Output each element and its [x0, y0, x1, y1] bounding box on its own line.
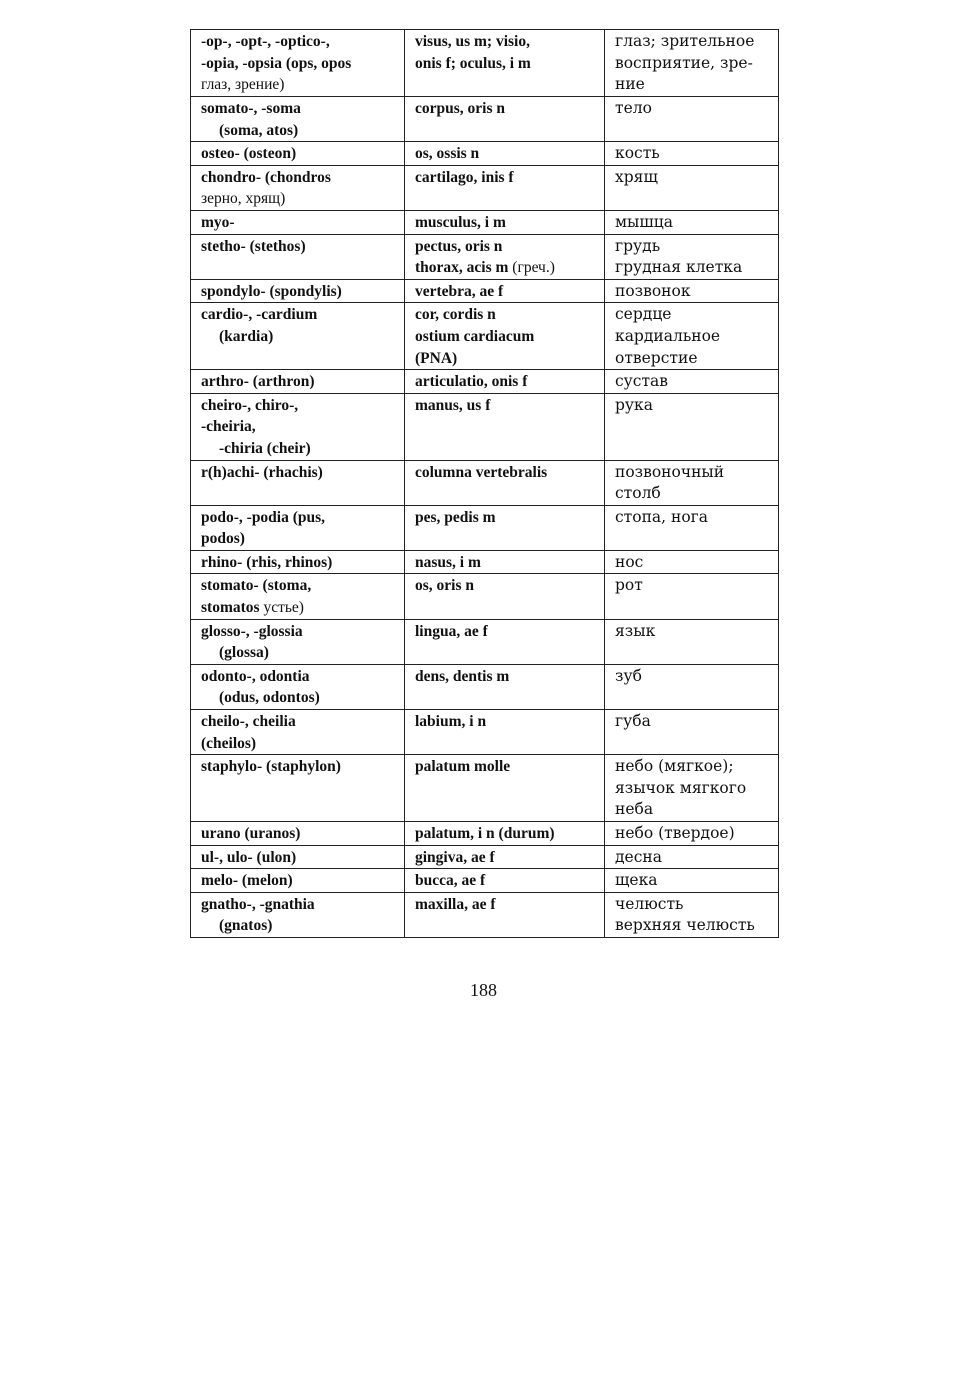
cell-line: melo- (melon)	[201, 872, 293, 890]
latin-term-cell	[405, 574, 605, 619]
terminology-table	[190, 29, 779, 938]
cell-line: зерно, хрящ)	[201, 190, 286, 208]
cell-line: gnatho-, -gnathia	[201, 895, 315, 913]
cell-line: rhino- (rhis, rhinos)	[201, 553, 333, 571]
cell-line: восприятие, зре-	[615, 53, 753, 72]
terminology-table-body	[191, 30, 779, 938]
cell-line: (PNA)	[415, 349, 458, 367]
cell-line: рот	[615, 576, 643, 595]
term-element-cell	[191, 755, 405, 822]
cell-line: cheiro-, chiro-,	[201, 396, 299, 414]
latin-term-cell	[405, 393, 605, 460]
latin-term-cell	[405, 460, 605, 505]
russian-meaning-cell	[605, 869, 779, 893]
cell-line: os, ossis n	[415, 145, 480, 163]
latin-term-cell	[405, 165, 605, 210]
term-element-cell	[191, 97, 405, 142]
cell-line: podos)	[201, 530, 245, 548]
cell-line: odonto-, odontia	[201, 667, 310, 685]
russian-meaning-cell	[605, 142, 779, 166]
page-number: 188	[470, 980, 497, 1000]
latin-term-cell	[405, 755, 605, 822]
cell-line: небо (твердое)	[615, 824, 735, 842]
cell-line: pectus, oris n	[415, 237, 503, 255]
latin-term-cell	[405, 30, 605, 97]
latin-term-cell	[405, 822, 605, 846]
cell-line: cor, cordis n	[415, 306, 496, 324]
latin-term-cell	[405, 710, 605, 755]
table-row	[191, 165, 779, 210]
cell-line: maxilla, ae f	[415, 895, 496, 913]
russian-meaning-cell	[605, 710, 779, 755]
russian-meaning-cell	[605, 755, 779, 822]
cell-line: позвонок	[615, 281, 691, 300]
table-row	[191, 822, 779, 846]
cell-line: urano (uranos)	[201, 825, 301, 842]
cell-line: мышца	[615, 212, 674, 231]
russian-meaning-cell	[605, 822, 779, 846]
cell-line: кардиальное	[615, 326, 721, 345]
term-element-cell	[191, 393, 405, 460]
cell-line: bucca, ae f	[415, 872, 486, 890]
cell-line: cartilago, inis f	[415, 168, 514, 186]
cell-line: spondylo- (spondylis)	[201, 282, 342, 300]
russian-meaning-cell	[605, 165, 779, 210]
cell-line: щека	[615, 871, 658, 890]
cell-line: stomato- (stoma,	[201, 577, 312, 595]
table-row	[191, 755, 779, 822]
cell-line: gingiva, ae f	[415, 848, 495, 866]
cell-line: lingua, ae f	[415, 622, 488, 640]
cell-line: glosso-, -glossia	[201, 622, 303, 640]
latin-term-cell	[405, 505, 605, 550]
russian-meaning-cell	[605, 393, 779, 460]
table-row	[191, 370, 779, 394]
russian-meaning-cell	[605, 279, 779, 303]
cell-line: (cheilos)	[201, 734, 257, 752]
term-element-cell	[191, 892, 405, 937]
russian-meaning-cell	[605, 574, 779, 619]
cell-line: -opia, -opsia (ops, opos	[201, 54, 352, 72]
table-row	[191, 892, 779, 937]
cell-line: столб	[615, 484, 661, 503]
cell-line: кость	[615, 144, 660, 163]
term-element-cell	[191, 30, 405, 97]
term-element-cell	[191, 869, 405, 893]
cell-line: palatum molle	[415, 758, 511, 776]
cell-line: сердце	[615, 305, 672, 324]
cell-line: небо (мягкое);	[615, 757, 734, 776]
russian-meaning-cell	[605, 303, 779, 370]
russian-meaning-cell	[605, 505, 779, 550]
cell-line: arthro- (arthron)	[201, 373, 315, 391]
term-element-cell	[191, 574, 405, 619]
latin-term-cell	[405, 234, 605, 279]
cell-line: os, oris n	[415, 577, 474, 595]
table-row	[191, 664, 779, 709]
table-row	[191, 460, 779, 505]
term-element-cell	[191, 710, 405, 755]
cell-line: thorax, acis m (греч.)	[415, 259, 555, 277]
cell-line: глаз, зрение)	[201, 76, 285, 94]
latin-term-cell	[405, 869, 605, 893]
cell-line: cheilo-, cheilia	[201, 713, 296, 731]
russian-meaning-cell	[605, 550, 779, 574]
cell-line: (soma, atos)	[219, 121, 299, 139]
cell-line: позвоночный	[615, 462, 725, 481]
latin-term-cell	[405, 664, 605, 709]
latin-term-cell	[405, 370, 605, 394]
cell-line: columna vertebralis	[415, 463, 548, 481]
cell-line: labium, i n	[415, 713, 487, 731]
term-element-cell	[191, 279, 405, 303]
term-element-cell	[191, 142, 405, 166]
term-element-cell	[191, 303, 405, 370]
cell-line: ние	[615, 75, 645, 94]
cell-line: верхняя челюсть	[615, 916, 755, 935]
cell-line: articulatio, onis f	[415, 373, 528, 391]
latin-term-cell	[405, 97, 605, 142]
table-row	[191, 845, 779, 869]
latin-term-cell	[405, 210, 605, 234]
cell-line: manus, us f	[415, 396, 491, 414]
cell-line: хрящ	[615, 167, 658, 186]
cell-line: стопа, нога	[615, 507, 709, 526]
cell-line: (odus, odontos)	[219, 689, 320, 707]
latin-term-cell	[405, 279, 605, 303]
cell-line: staphylo- (staphylon)	[201, 758, 341, 776]
cell-line: нос	[615, 552, 644, 571]
cell-line: vertebra, ae f	[415, 282, 504, 300]
russian-meaning-cell	[605, 370, 779, 394]
cell-line: рука	[615, 395, 653, 414]
term-element-cell	[191, 822, 405, 846]
cell-line: десна	[615, 847, 662, 866]
term-element-cell	[191, 460, 405, 505]
russian-meaning-cell	[605, 97, 779, 142]
table-row	[191, 97, 779, 142]
cell-line: сустав	[615, 372, 669, 391]
cell-line: nasus, i m	[415, 553, 481, 571]
table-row	[191, 869, 779, 893]
cell-line: -op-, -opt-, -optico-,	[201, 33, 330, 50]
term-element-cell	[191, 165, 405, 210]
cell-line: dens, dentis m	[415, 667, 510, 685]
table-row	[191, 710, 779, 755]
table-row	[191, 142, 779, 166]
cell-line: corpus, oris n	[415, 100, 505, 117]
cell-line: stomatos устье)	[201, 599, 304, 617]
latin-term-cell	[405, 142, 605, 166]
cell-line: язык	[615, 621, 656, 640]
russian-meaning-cell	[605, 664, 779, 709]
cell-line: отверстие	[615, 348, 698, 367]
cell-line: myo-	[201, 213, 235, 231]
term-element-cell	[191, 234, 405, 279]
cell-line: (gnatos)	[219, 917, 273, 935]
latin-term-cell	[405, 619, 605, 664]
cell-line: somato-, -soma	[201, 100, 301, 117]
term-element-cell	[191, 370, 405, 394]
russian-meaning-cell	[605, 234, 779, 279]
cell-line: челюсть	[615, 894, 684, 913]
cell-line: stetho- (stethos)	[201, 237, 306, 255]
latin-term-cell	[405, 845, 605, 869]
cell-line: visus, us m; visio,	[415, 33, 530, 50]
cell-line: (kardia)	[219, 327, 274, 345]
latin-term-cell	[405, 550, 605, 574]
cell-line: chondro- (chondros	[201, 168, 331, 186]
table-row	[191, 574, 779, 619]
cell-line: глаз; зрительное	[615, 32, 755, 50]
gloss-text: (греч.)	[512, 259, 555, 277]
cell-line: pes, pedis m	[415, 508, 496, 526]
cell-line: язычок мягкого	[615, 778, 747, 797]
table-row	[191, 279, 779, 303]
table-row	[191, 619, 779, 664]
term-element-cell	[191, 210, 405, 234]
table-row	[191, 234, 779, 279]
russian-meaning-cell	[605, 460, 779, 505]
term-element-cell	[191, 664, 405, 709]
cell-line: r(h)achi- (rhachis)	[201, 463, 323, 481]
cell-line: podo-, -podia (pus,	[201, 508, 326, 526]
russian-meaning-cell	[605, 210, 779, 234]
table-row	[191, 210, 779, 234]
table-row	[191, 505, 779, 550]
russian-meaning-cell	[605, 845, 779, 869]
table-row	[191, 393, 779, 460]
russian-meaning-cell	[605, 30, 779, 97]
cell-line: -chiria (cheir)	[219, 439, 311, 457]
cell-line: грудная клетка	[615, 258, 743, 277]
latin-term-cell	[405, 303, 605, 370]
term-element-cell	[191, 505, 405, 550]
cell-line: onis f; oculus, i m	[415, 54, 531, 72]
latin-term-cell	[405, 892, 605, 937]
cell-line: musculus, i m	[415, 213, 506, 231]
cell-line: зуб	[615, 666, 642, 685]
term-element-cell	[191, 619, 405, 664]
cell-line: -cheiria,	[201, 418, 256, 436]
gloss-text: устье)	[263, 599, 304, 617]
russian-meaning-cell	[605, 619, 779, 664]
cell-line: (glossa)	[219, 644, 269, 662]
cell-line: osteo- (osteon)	[201, 145, 297, 163]
term-element-cell	[191, 845, 405, 869]
cell-line: грудь	[615, 236, 661, 255]
table-row	[191, 550, 779, 574]
cell-line: ul-, ulo- (ulon)	[201, 848, 297, 866]
term-element-cell	[191, 550, 405, 574]
cell-line: ostium cardiacum	[415, 327, 535, 345]
cell-line: неба	[615, 800, 654, 819]
cell-line: губа	[615, 712, 651, 731]
russian-meaning-cell	[605, 892, 779, 937]
table-row	[191, 30, 779, 97]
cell-line: palatum, i n (durum)	[415, 825, 555, 842]
cell-line: cardio-, -cardium	[201, 306, 318, 324]
table-row	[191, 303, 779, 370]
cell-line: тело	[615, 99, 652, 117]
